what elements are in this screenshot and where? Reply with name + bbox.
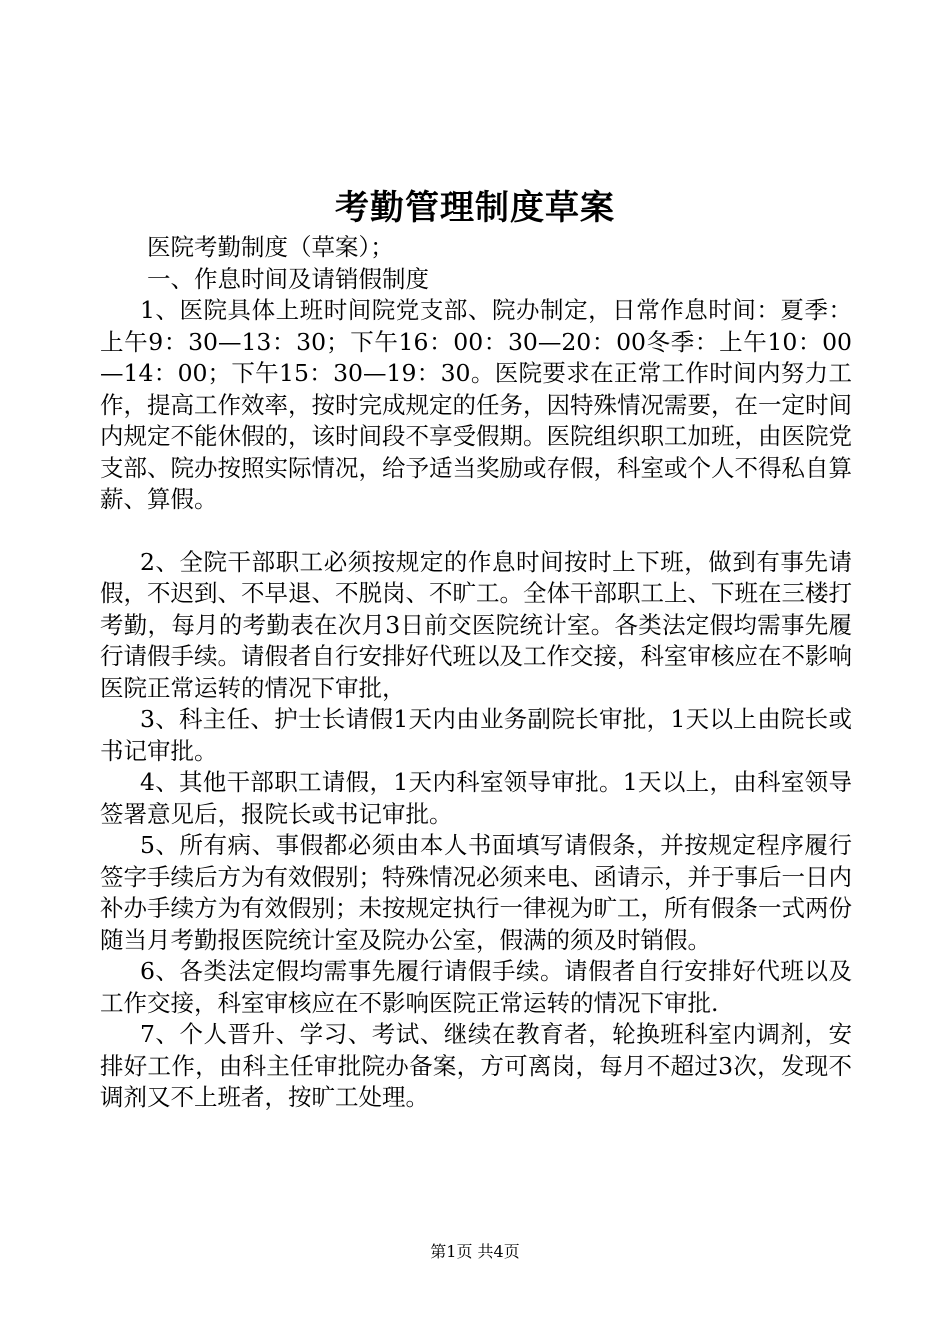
paragraph-item-1: 1、医院具体上班时间院党支部、院办制定，日常作息时间：夏季：上午9：30—13：30；下午16：00：30—20：00冬季：上午10：00—14：00；下午15：30—19：30。医院要求在正常工作时间内努力工作，提高工作效率，按时完成规定的任务，因特殊情况需要，在一定时间内规定不能休假的，该时间段不享受假期。医院组织职工加班，由医院党支部、院办按照实际情况，给予适当奖励或存假，科室或个人不得私自算薪、算假。 <box>100 296 852 513</box>
document-title: 考勤管理制度草案 <box>335 188 615 228</box>
paragraph-item-5: 5、所有病、事假都必须由本人书面填写请假条，并按规定程序履行签字手续后方为有效假别；特殊情况必须来电、函请示，并于事后一日内补办手续方为有效假别；未按规定执行一律视为旷工，所有假条一式两份随当月考勤报医院统计室及院办公室，假满的须及时销假。 <box>100 831 852 954</box>
page-footer: 第1页 共4页 <box>430 1242 520 1261</box>
paragraph-item-7: 7、个人晋升、学习、考试、继续在教育者，轮换班科室内调剂，安排好工作，由科主任审批院办备案，方可离岗，每月不超过3次，发现不调剂又不上班者，按旷工处理。 <box>100 1020 852 1111</box>
document-body <box>100 232 852 1114</box>
paragraph-intro: 医院考勤制度（草案）； <box>147 233 394 261</box>
paragraph-item-2: 2、全院干部职工必须按规定的作息时间按时上下班，做到有事先请假，不迟到、不早退、不脱岗、不旷工。全体干部职工上、下班在三楼打考勤，每月的考勤表在次月3日前交医院统计室。各类法定假均需事先履行请假手续。请假者自行安排好代班以及工作交接，科室审核应在不影响医院正常运转的情况下审批， <box>100 547 852 702</box>
section-heading: 一、作息时间及请销假制度 <box>147 264 429 293</box>
paragraph-item-4: 4、其他干部职工请假，1天内科室领导审批。1天以上，由科室领导签署意见后，报院长或书记审批。 <box>100 768 852 828</box>
paragraph-item-3: 3、科主任、护士长请假1天内由业务副院长审批，1天以上由院长或书记审批。 <box>100 705 852 765</box>
paragraph-item-6: 6、各类法定假均需事先履行请假手续。请假者自行安排好代班以及工作交接，科室审核应在不影响医院正常运转的情况下审批. <box>100 957 852 1017</box>
